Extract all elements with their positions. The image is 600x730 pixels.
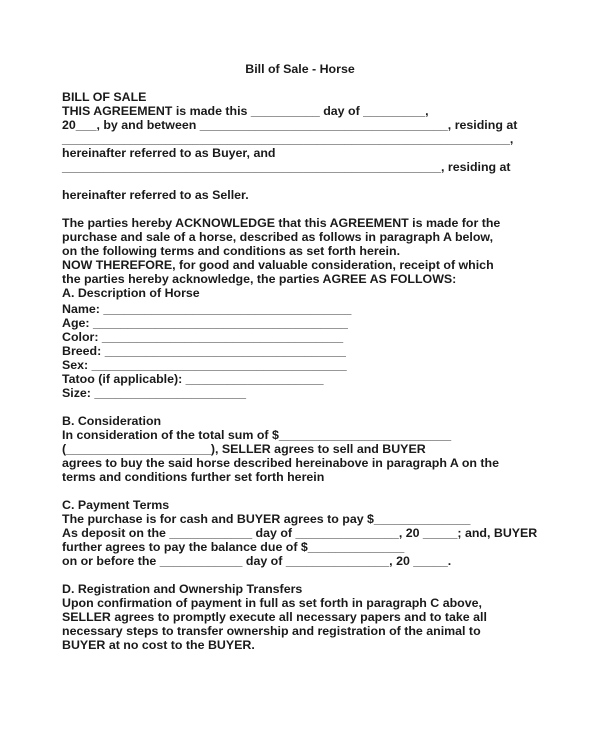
section-d-line: necessary steps to transfer ownership and registration of the animal to	[62, 624, 481, 638]
field-breed[interactable]: Breed: ___________________________________	[62, 344, 346, 358]
field-color[interactable]: Color: ___________________________________	[62, 330, 344, 344]
intro-line: 20___, by and between ____________________________________, residing at	[62, 118, 518, 132]
field-tatoo[interactable]: Tatoo (if applicable): ____________________	[62, 372, 324, 386]
preamble-line: the parties hereby acknowledge, the parties AGREE AS FOLLOWS:	[62, 272, 457, 286]
section-c-heading: C. Payment Terms	[62, 498, 170, 512]
preamble-line: purchase and sale of a horse, described as follows in paragraph A below,	[62, 230, 494, 244]
section-d-line: BUYER at no cost to the BUYER.	[62, 638, 255, 652]
field-age[interactable]: Age: _____________________________________	[62, 316, 348, 330]
field-sex[interactable]: Sex: _____________________________________	[62, 358, 347, 372]
intro-line: hereinafter referred to as Seller.	[62, 188, 249, 202]
section-c-line: As deposit on the ____________ day of _______________, 20 _____; and, BUYER	[62, 526, 538, 540]
intro-line: _________________________________________________________________,	[62, 132, 514, 146]
section-b-line: agrees to buy the said horse described hereinabove in paragraph A on the	[62, 456, 499, 470]
intro-line: hereinafter referred to as Buyer, and	[62, 146, 276, 160]
preamble-line: NOW THEREFORE, for good and valuable consideration, receipt of which	[62, 258, 494, 272]
section-c-line: further agrees to pay the balance due of $______________	[62, 540, 405, 554]
field-size[interactable]: Size: ______________________	[62, 386, 246, 400]
section-d-line: Upon confirmation of payment in full as set forth in paragraph C above,	[62, 596, 482, 610]
preamble-line: The parties hereby ACKNOWLEDGE that this AGREEMENT is made for the	[62, 216, 501, 230]
intro-line: THIS AGREEMENT is made this __________ day of _________,	[62, 104, 429, 118]
section-b-line: In consideration of the total sum of $_________________________	[62, 428, 452, 442]
section-b-line: terms and conditions further set forth herein	[62, 470, 325, 484]
section-c-line: The purchase is for cash and BUYER agrees to pay $______________	[62, 512, 471, 526]
section-b-line: (_____________________), SELLER agrees to sell and BUYER	[62, 442, 426, 456]
section-d-heading: D. Registration and Ownership Transfers	[62, 582, 303, 596]
bill-of-sale-heading: BILL OF SALE	[62, 90, 147, 104]
section-c-line: on or before the ____________ day of _______________, 20 _____.	[62, 554, 452, 568]
section-a-heading: A. Description of Horse	[62, 286, 200, 300]
section-d-line: SELLER agrees to promptly execute all necessary papers and to take all	[62, 610, 487, 624]
field-name[interactable]: Name: ____________________________________	[62, 302, 352, 316]
document-title: Bill of Sale - Horse	[245, 62, 355, 76]
preamble-line: on the following terms and conditions as set forth herein.	[62, 244, 401, 258]
intro-line: _______________________________________________________, residing at	[62, 160, 511, 174]
section-b-heading: B. Consideration	[62, 414, 162, 428]
